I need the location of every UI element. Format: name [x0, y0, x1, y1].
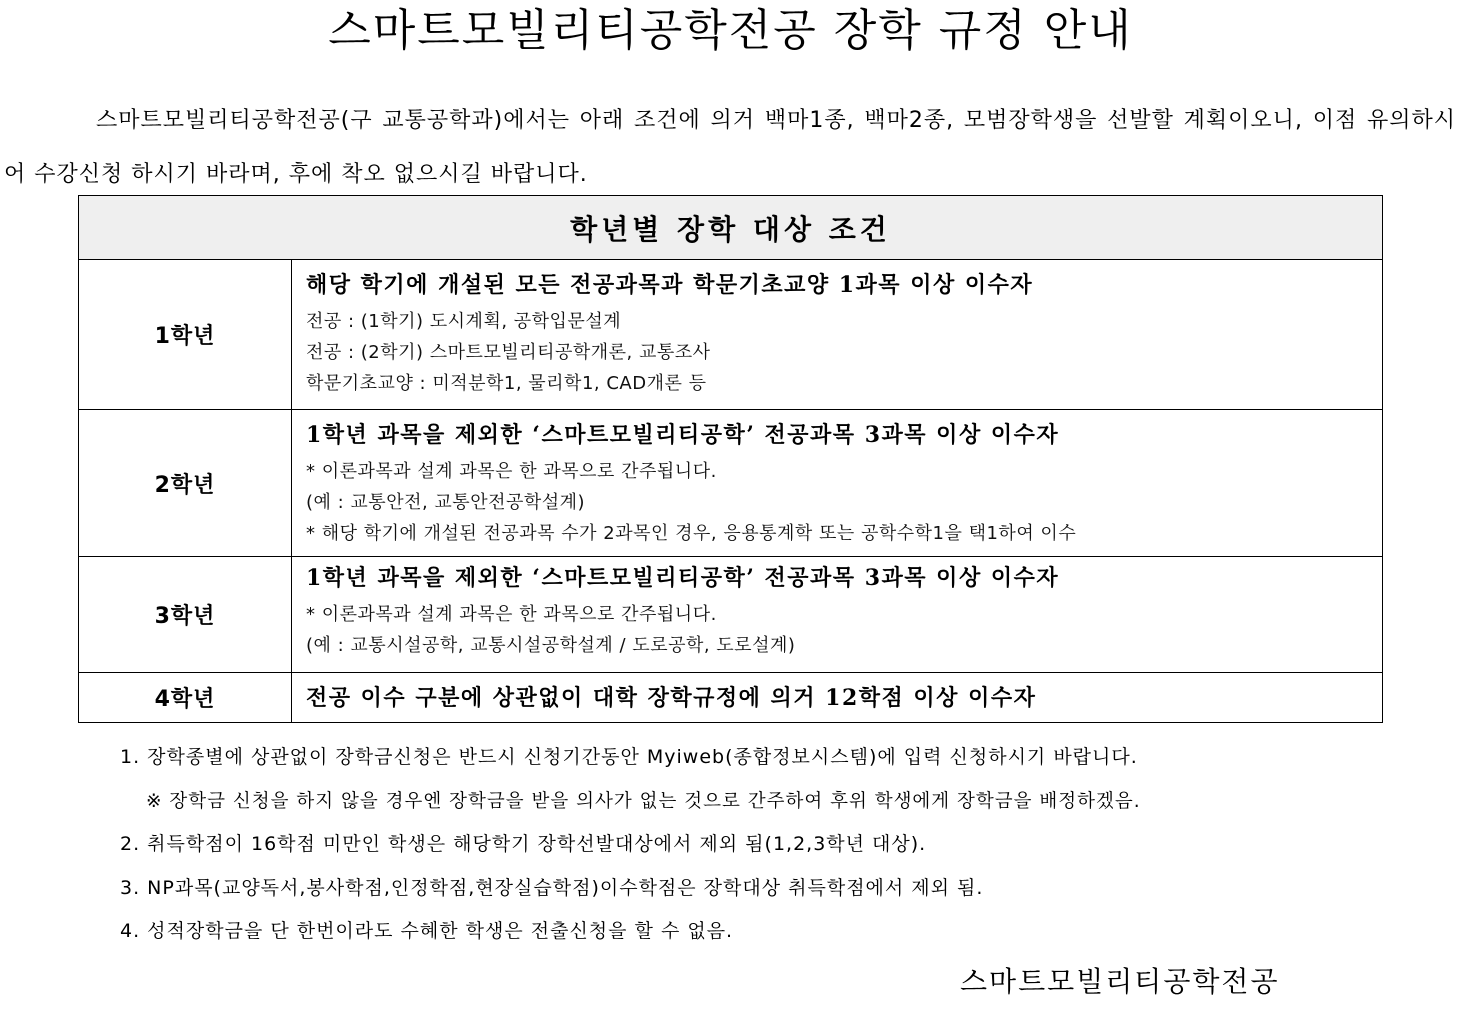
condition-main: 1학년 과목을 제외한 ‘스마트모빌리티공학’ 전공과목 3과목 이상 이수자 — [306, 565, 1060, 591]
signature: 스마트모빌리티공학전공 — [960, 965, 1280, 998]
grade-cell: 4학년 — [79, 673, 292, 723]
condition-detail: * 이론과목과 설계 과목은 한 과목으로 간주됩니다. — [306, 461, 717, 482]
condition-cell — [292, 557, 1383, 673]
page-title: 스마트모빌리티공학전공 장학 규정 안내 — [328, 5, 1133, 56]
grade-cell: 2학년 — [79, 410, 292, 557]
condition-detail: (예 : 교통시설공학, 교통시설공학설계 / 도로공학, 도로설계) — [306, 635, 796, 656]
condition-detail: 학문기초교양 : 미적분학1, 물리학1, CAD개론 등 — [306, 373, 707, 394]
scholarship-conditions-table — [78, 195, 1383, 723]
grade-cell: 1학년 — [79, 260, 292, 410]
condition-detail: 전공 : (2학기) 스마트모빌리티공학개론, 교통조사 — [306, 342, 711, 363]
condition-cell — [292, 410, 1383, 557]
condition-cell — [292, 673, 1383, 723]
note-item: 3. NP과목(교양독서,봉사학점,인정학점,현장실습학점)이수학점은 장학대상 취득학점에서 제외 됨. — [120, 876, 984, 899]
note-subitem: ※ 장학금 신청을 하지 않을 경우엔 장학금을 받을 의사가 없는 것으로 간주하여 후위 학생에게 장학금을 배정하겠음. — [146, 790, 1141, 812]
condition-detail: (예 : 교통안전, 교통안전공학설계) — [306, 492, 586, 513]
grade-cell: 3학년 — [79, 557, 292, 673]
table-header: 학년별 장학 대상 조건 — [79, 196, 1383, 260]
table-row — [79, 673, 1383, 723]
condition-main: 전공 이수 구분에 상관없이 대학 장학규정에 의거 12학점 이상 이수자 — [306, 684, 1037, 711]
condition-detail: 전공 : (1학기) 도시계획, 공학입문설계 — [306, 311, 622, 332]
table-row — [79, 410, 1383, 557]
table-row — [79, 260, 1383, 410]
condition-main: 1학년 과목을 제외한 ‘스마트모빌리티공학’ 전공과목 3과목 이상 이수자 — [306, 422, 1060, 448]
condition-detail: * 해당 학기에 개설된 전공과목 수가 2과목인 경우, 응용통계학 또는 공학수학1을 택1하여 이수 — [306, 523, 1077, 544]
condition-cell — [292, 260, 1383, 410]
note-item: 1. 장학종별에 상관없이 장학금신청은 반드시 신청기간동안 Myiweb(종합정보시스템)에 입력 신청하시기 바랍니다. — [120, 746, 1138, 768]
note-item: 2. 취득학점이 16학점 미만인 학생은 해당학기 장학선발대상에서 제외 됨(1,2,3학년 대상). — [120, 833, 927, 855]
condition-detail: * 이론과목과 설계 과목은 한 과목으로 간주됩니다. — [306, 604, 717, 625]
intro-paragraph: 스마트모빌리티공학전공(구 교통공학과)에서는 아래 조건에 의거 백마1종, 백마2종, 모범장학생을 선발할 계획이오니, 이점 유의하시어 수강신청 하시기 바라며, 후에 착오 없으시길 바랍니다. — [4, 108, 1456, 187]
condition-main: 해당 학기에 개설된 모든 전공과목과 학문기초교양 1과목 이상 이수자 — [306, 272, 1034, 298]
table-row — [79, 557, 1383, 673]
note-item: 4. 성적장학금을 단 한번이라도 수혜한 학생은 전출신청을 할 수 없음. — [120, 920, 734, 942]
notes-list — [120, 736, 1420, 954]
